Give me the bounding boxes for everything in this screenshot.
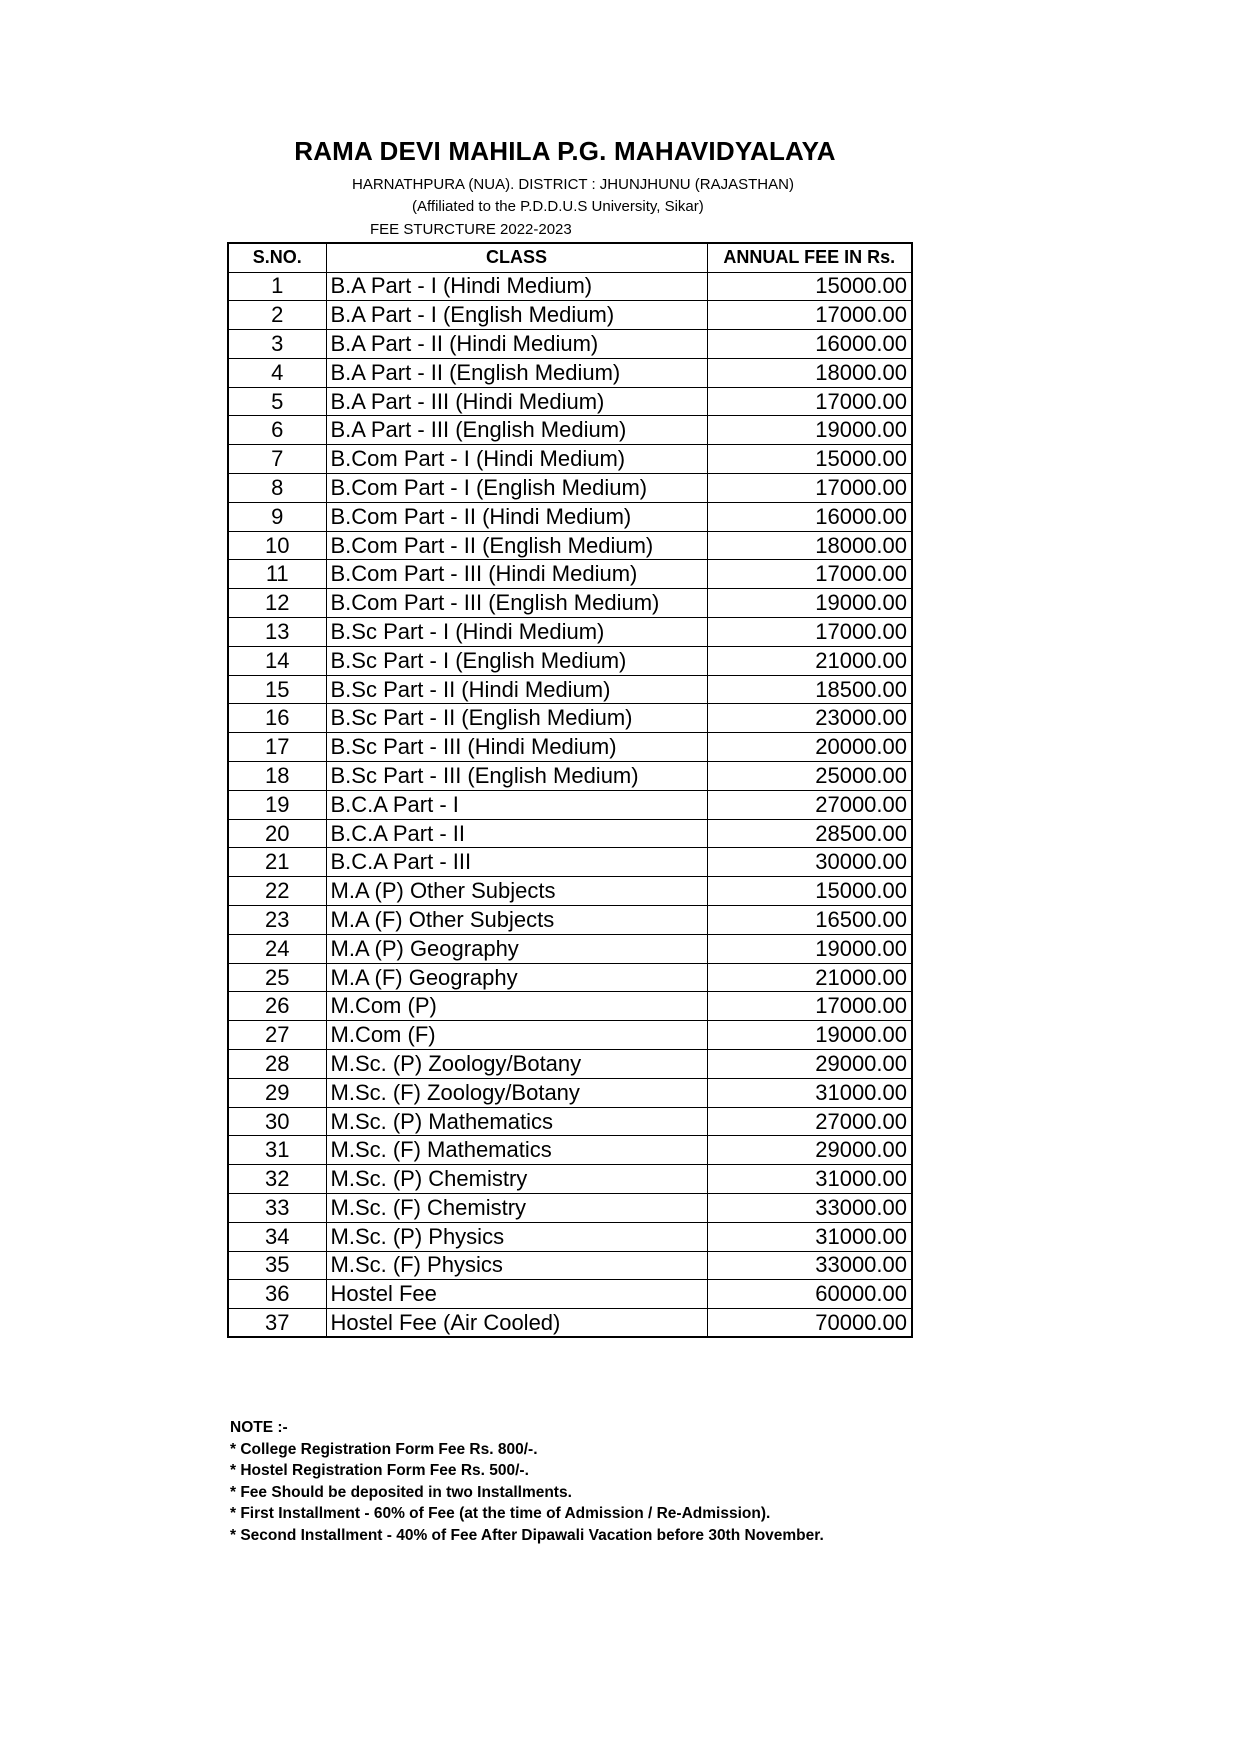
row-class: B.A Part - II (Hindi Medium)	[326, 330, 707, 359]
table-row	[228, 848, 912, 877]
row-annual-fee: 17000.00	[707, 474, 912, 503]
table-row	[228, 992, 912, 1021]
row-sno: 28	[228, 1050, 326, 1079]
row-class: M.Sc. (P) Zoology/Botany	[326, 1050, 707, 1079]
row-sno: 9	[228, 502, 326, 531]
table-row	[228, 790, 912, 819]
row-class: B.A Part - II (English Medium)	[326, 358, 707, 387]
row-class: B.A Part - I (Hindi Medium)	[326, 272, 707, 301]
row-class: M.Sc. (F) Chemistry	[326, 1194, 707, 1223]
row-annual-fee: 16500.00	[707, 906, 912, 935]
row-sno: 13	[228, 618, 326, 647]
row-sno: 26	[228, 992, 326, 1021]
row-annual-fee: 60000.00	[707, 1280, 912, 1309]
row-class: M.A (P) Other Subjects	[326, 877, 707, 906]
fee-table	[227, 242, 913, 1338]
row-class: B.Sc Part - III (English Medium)	[326, 762, 707, 791]
row-annual-fee: 21000.00	[707, 963, 912, 992]
row-sno: 25	[228, 963, 326, 992]
row-annual-fee: 27000.00	[707, 1107, 912, 1136]
table-row	[228, 589, 912, 618]
table-row	[228, 330, 912, 359]
table-row	[228, 704, 912, 733]
row-class: B.Sc Part - I (Hindi Medium)	[326, 618, 707, 647]
row-class: B.Sc Part - I (English Medium)	[326, 646, 707, 675]
row-sno: 2	[228, 301, 326, 330]
table-row	[228, 1021, 912, 1050]
affiliation-line: (Affiliated to the P.D.D.U.S University, Sikar)	[412, 198, 704, 215]
table-row	[228, 502, 912, 531]
table-row	[228, 762, 912, 791]
row-annual-fee: 31000.00	[707, 1165, 912, 1194]
row-annual-fee: 18000.00	[707, 531, 912, 560]
row-annual-fee: 17000.00	[707, 618, 912, 647]
table-row	[228, 445, 912, 474]
table-row	[228, 675, 912, 704]
row-class: B.Com Part - III (English Medium)	[326, 589, 707, 618]
row-sno: 10	[228, 531, 326, 560]
table-row	[228, 1107, 912, 1136]
row-sno: 34	[228, 1222, 326, 1251]
row-annual-fee: 19000.00	[707, 1021, 912, 1050]
row-sno: 18	[228, 762, 326, 791]
row-annual-fee: 31000.00	[707, 1222, 912, 1251]
row-annual-fee: 33000.00	[707, 1194, 912, 1223]
row-class: B.C.A Part - I	[326, 790, 707, 819]
row-class: B.C.A Part - II	[326, 819, 707, 848]
table-row	[228, 531, 912, 560]
row-class: B.C.A Part - III	[326, 848, 707, 877]
table-row	[228, 618, 912, 647]
table-row	[228, 963, 912, 992]
row-class: M.Sc. (F) Mathematics	[326, 1136, 707, 1165]
row-annual-fee: 20000.00	[707, 733, 912, 762]
table-row	[228, 1165, 912, 1194]
row-class: B.Sc Part - II (Hindi Medium)	[326, 675, 707, 704]
row-sno: 15	[228, 675, 326, 704]
row-sno: 20	[228, 819, 326, 848]
row-annual-fee: 31000.00	[707, 1078, 912, 1107]
table-row	[228, 1222, 912, 1251]
row-annual-fee: 19000.00	[707, 589, 912, 618]
table-row	[228, 272, 912, 301]
table-row	[228, 301, 912, 330]
row-annual-fee: 19000.00	[707, 934, 912, 963]
row-class: B.Com Part - II (Hindi Medium)	[326, 502, 707, 531]
table-row	[228, 877, 912, 906]
note-item: * First Installment - 60% of Fee (at the time of Admission / Re-Admission).	[230, 1505, 771, 1523]
row-sno: 36	[228, 1280, 326, 1309]
row-class: B.Com Part - III (Hindi Medium)	[326, 560, 707, 589]
row-sno: 19	[228, 790, 326, 819]
row-class: M.Sc. (P) Physics	[326, 1222, 707, 1251]
row-sno: 37	[228, 1309, 326, 1338]
row-annual-fee: 16000.00	[707, 330, 912, 359]
row-annual-fee: 33000.00	[707, 1251, 912, 1280]
row-sno: 17	[228, 733, 326, 762]
row-class: B.A Part - I (English Medium)	[326, 301, 707, 330]
row-annual-fee: 29000.00	[707, 1050, 912, 1079]
row-sno: 14	[228, 646, 326, 675]
table-row	[228, 387, 912, 416]
row-class: Hostel Fee (Air Cooled)	[326, 1309, 707, 1338]
row-annual-fee: 25000.00	[707, 762, 912, 791]
row-annual-fee: 21000.00	[707, 646, 912, 675]
row-sno: 1	[228, 272, 326, 301]
row-annual-fee: 18500.00	[707, 675, 912, 704]
row-sno: 7	[228, 445, 326, 474]
table-row	[228, 358, 912, 387]
row-annual-fee: 15000.00	[707, 445, 912, 474]
table-row	[228, 934, 912, 963]
row-sno: 33	[228, 1194, 326, 1223]
row-sno: 35	[228, 1251, 326, 1280]
row-annual-fee: 15000.00	[707, 272, 912, 301]
row-annual-fee: 29000.00	[707, 1136, 912, 1165]
row-sno: 30	[228, 1107, 326, 1136]
row-class: B.A Part - III (English Medium)	[326, 416, 707, 445]
row-class: M.Sc. (P) Mathematics	[326, 1107, 707, 1136]
row-annual-fee: 18000.00	[707, 358, 912, 387]
notes-section	[230, 1417, 824, 1547]
row-sno: 16	[228, 704, 326, 733]
table-row	[228, 1194, 912, 1223]
row-class: B.Sc Part - III (Hindi Medium)	[326, 733, 707, 762]
row-sno: 23	[228, 906, 326, 935]
table-row	[228, 906, 912, 935]
row-class: Hostel Fee	[326, 1280, 707, 1309]
row-class: M.A (F) Other Subjects	[326, 906, 707, 935]
row-sno: 4	[228, 358, 326, 387]
table-row	[228, 646, 912, 675]
column-header-class: CLASS	[326, 243, 707, 272]
notes-heading: NOTE :-	[230, 1419, 288, 1436]
column-header-sno: S.NO.	[228, 243, 326, 272]
row-class: M.Sc. (F) Zoology/Botany	[326, 1078, 707, 1107]
table-header-row	[228, 243, 912, 272]
note-item: * Fee Should be deposited in two Installments.	[230, 1483, 572, 1501]
table-row	[228, 474, 912, 503]
table-row	[228, 1309, 912, 1338]
table-row	[228, 1050, 912, 1079]
row-sno: 21	[228, 848, 326, 877]
row-class: B.A Part - III (Hindi Medium)	[326, 387, 707, 416]
row-class: M.Com (F)	[326, 1021, 707, 1050]
table-row	[228, 819, 912, 848]
column-header-fee: ANNUAL FEE IN Rs.	[707, 243, 912, 272]
row-annual-fee: 27000.00	[707, 790, 912, 819]
row-class: B.Sc Part - II (English Medium)	[326, 704, 707, 733]
row-sno: 8	[228, 474, 326, 503]
row-sno: 31	[228, 1136, 326, 1165]
row-class: M.Sc. (P) Chemistry	[326, 1165, 707, 1194]
row-sno: 12	[228, 589, 326, 618]
row-annual-fee: 30000.00	[707, 848, 912, 877]
row-class: B.Com Part - II (English Medium)	[326, 531, 707, 560]
fee-table-body	[228, 272, 912, 1337]
row-annual-fee: 70000.00	[707, 1309, 912, 1338]
row-sno: 3	[228, 330, 326, 359]
table-row	[228, 416, 912, 445]
row-sno: 32	[228, 1165, 326, 1194]
row-class: M.Com (P)	[326, 992, 707, 1021]
college-address: HARNATHPURA (NUA). DISTRICT : JHUNJHUNU (RAJASTHAN)	[352, 176, 794, 193]
row-sno: 29	[228, 1078, 326, 1107]
table-row	[228, 1136, 912, 1165]
row-annual-fee: 23000.00	[707, 704, 912, 733]
row-annual-fee: 15000.00	[707, 877, 912, 906]
row-sno: 27	[228, 1021, 326, 1050]
row-annual-fee: 19000.00	[707, 416, 912, 445]
note-item: * College Registration Form Fee Rs. 800/-.	[230, 1440, 538, 1458]
row-class: B.Com Part - I (Hindi Medium)	[326, 445, 707, 474]
college-title: RAMA DEVI MAHILA P.G. MAHAVIDYALAYA	[294, 136, 836, 166]
row-sno: 6	[228, 416, 326, 445]
table-row	[228, 560, 912, 589]
row-class: M.A (F) Geography	[326, 963, 707, 992]
table-row	[228, 1078, 912, 1107]
row-class: M.Sc. (F) Physics	[326, 1251, 707, 1280]
table-row	[228, 733, 912, 762]
table-row	[228, 1280, 912, 1309]
row-annual-fee: 17000.00	[707, 992, 912, 1021]
row-annual-fee: 17000.00	[707, 301, 912, 330]
row-annual-fee: 17000.00	[707, 560, 912, 589]
note-item: * Hostel Registration Form Fee Rs. 500/-.	[230, 1462, 529, 1480]
row-annual-fee: 28500.00	[707, 819, 912, 848]
row-sno: 5	[228, 387, 326, 416]
row-annual-fee: 16000.00	[707, 502, 912, 531]
table-row	[228, 1251, 912, 1280]
fee-structure-heading: FEE STURCTURE 2022-2023	[370, 221, 572, 238]
row-sno: 22	[228, 877, 326, 906]
row-class: B.Com Part - I (English Medium)	[326, 474, 707, 503]
note-item: * Second Installment - 40% of Fee After Dipawali Vacation before 30th November.	[230, 1526, 824, 1544]
row-sno: 24	[228, 934, 326, 963]
row-annual-fee: 17000.00	[707, 387, 912, 416]
row-sno: 11	[228, 560, 326, 589]
row-class: M.A (P) Geography	[326, 934, 707, 963]
